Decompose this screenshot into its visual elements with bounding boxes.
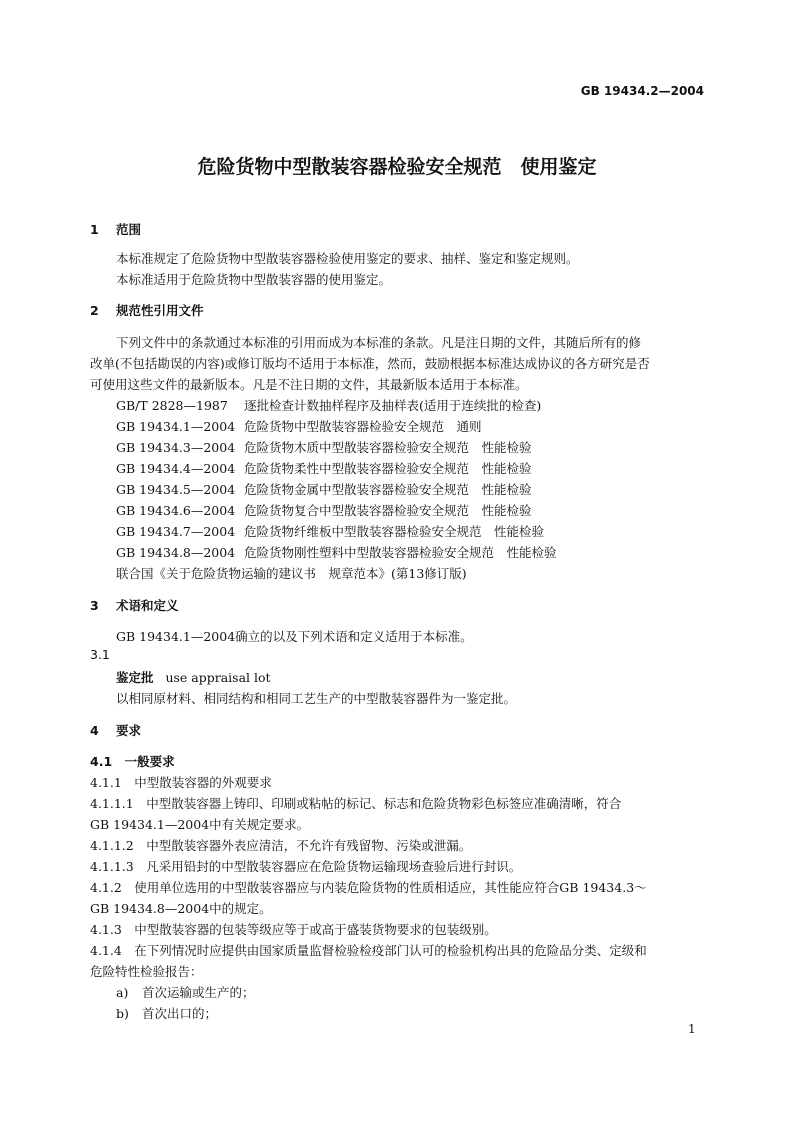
page-number: 1 xyxy=(688,1022,696,1036)
clause-4-1-4-line: 4.1.4 在下列情况时应提供由国家质量监督检验检疫部门认可的检验机构出具的危险品分类、定级和 xyxy=(90,943,647,958)
reference-item xyxy=(116,438,532,456)
section-number: 2 xyxy=(90,303,99,318)
section-title: 范围 xyxy=(116,222,142,237)
clause-4-1-1-1-line: 4.1.1.1 中型散装容器上铸印、印刷或粘帖的标记、标志和危险货物彩色标签应准确清晰，符合 xyxy=(90,796,622,811)
clause-4-1-4-line: 危险特性检验报告： xyxy=(90,964,203,979)
list-item xyxy=(116,983,255,1001)
section-2-heading xyxy=(90,301,204,319)
clause-4-1-1-1-line: GB 19434.1—2004中有关规定要求。 xyxy=(90,817,310,832)
reference-code: GB 19434.3—2004 xyxy=(116,440,236,455)
term-english: use appraisal lot xyxy=(165,670,271,685)
section-number: 4 xyxy=(90,723,99,738)
reference-name: 危险货物纤维板中型散装容器检验安全规范 性能检验 xyxy=(244,524,545,539)
term-chinese: 鉴定批 xyxy=(116,670,154,685)
reference-item xyxy=(116,480,532,498)
paragraph: 本标准规定了危险货物中型散装容器检验使用鉴定的要求、抽样、鉴定和鉴定规则。 xyxy=(116,251,579,266)
reference-name: 危险货物金属中型散装容器检验安全规范 性能检验 xyxy=(244,482,532,497)
section-3-heading xyxy=(90,596,179,614)
section-title: 规范性引用文件 xyxy=(116,303,204,318)
clause-4-1-1: 4.1.1 中型散装容器的外观要求 xyxy=(90,775,272,790)
list-item xyxy=(116,1004,217,1022)
list-item-label: b) xyxy=(116,1006,129,1021)
section-number: 1 xyxy=(90,222,99,237)
paragraph: GB 19434.1—2004确立的以及下列术语和定义适用于本标准。 xyxy=(116,629,473,644)
reference-code: GB 19434.4—2004 xyxy=(116,461,236,476)
term-line xyxy=(116,668,271,686)
reference-item xyxy=(116,522,544,540)
term-definition: 以相同原材料、相同结构和相同工艺生产的中型散装容器件为一鉴定批。 xyxy=(116,691,517,706)
section-number: 3 xyxy=(90,598,99,613)
section-4-heading xyxy=(90,721,141,739)
reference-code: GB 19434.5—2004 xyxy=(116,482,236,497)
reference-item xyxy=(116,417,482,435)
reference-code: GB 19434.8—2004 xyxy=(116,545,236,560)
reference-item xyxy=(116,459,532,477)
section-title: 要求 xyxy=(116,723,142,738)
un-reference: 联合国《关于危险货物运输的建议书 规章范本》(第13修订版) xyxy=(116,566,467,581)
reference-code: GB/T 2828—1987 xyxy=(116,398,228,413)
reference-name: 危险货物复合中型散装容器检验安全规范 性能检验 xyxy=(244,503,532,518)
clause-4-1-2-line: GB 19434.8—2004中的规定。 xyxy=(90,901,272,916)
clause-4-1-1-2: 4.1.1.2 中型散装容器外表应清洁，不允许有残留物、污染或泄漏。 xyxy=(90,838,472,853)
clause-4-1-3: 4.1.3 中型散装容器的包装等级应等于或高于盛装货物要求的包装级别。 xyxy=(90,922,497,937)
clause-4-1-heading: 4.1 一般要求 xyxy=(90,754,175,769)
paragraph-line: 改单(不包括勘误的内容)或修订版均不适用于本标准，然而，鼓励根据本标准达成协议的各方研究是否 xyxy=(90,356,650,371)
list-item-text: 首次出口的； xyxy=(142,1006,218,1021)
document-title: 危险货物中型散装容器检验安全规范 使用鉴定 xyxy=(197,156,597,178)
list-item-label: a) xyxy=(116,985,129,1000)
reference-code: GB 19434.6—2004 xyxy=(116,503,236,518)
reference-name: 逐批检查计数抽样程序及抽样表(适用于连续批的检查) xyxy=(244,398,542,413)
section-1-heading xyxy=(90,220,141,238)
reference-code: GB 19434.7—2004 xyxy=(116,524,236,539)
reference-name: 危险货物柔性中型散装容器检验安全规范 性能检验 xyxy=(244,461,532,476)
paragraph-line: 可使用这些文件的最新版本。凡是不注日期的文件，其最新版本适用于本标准。 xyxy=(90,377,528,392)
paragraph: 本标准适用于危险货物中型散装容器的使用鉴定。 xyxy=(116,272,392,287)
reference-name: 危险货物刚性塑料中型散装容器检验安全规范 性能检验 xyxy=(244,545,557,560)
reference-name: 危险货物木质中型散装容器检验安全规范 性能检验 xyxy=(244,440,532,455)
reference-name: 危险货物中型散装容器检验安全规范 通则 xyxy=(244,419,482,434)
standard-number: GB 19434.2—2004 xyxy=(580,84,704,98)
clause-4-1-2-line: 4.1.2 使用单位选用的中型散装容器应与内装危险货物的性质相适应，其性能应符合GB 19434.3～ xyxy=(90,880,647,895)
list-item-text: 首次运输或生产的； xyxy=(142,985,255,1000)
reference-item xyxy=(116,396,541,414)
reference-item xyxy=(116,543,557,561)
subsection-number: 3.1 xyxy=(90,647,110,662)
paragraph-line: 下列文件中的条款通过本标准的引用而成为本标准的条款。凡是注日期的文件，其随后所有的修 xyxy=(116,335,642,350)
section-title: 术语和定义 xyxy=(116,598,179,613)
clause-4-1-1-3: 4.1.1.3 凡采用铅封的中型散装容器应在危险货物运输现场查验后进行封识。 xyxy=(90,859,522,874)
reference-code: GB 19434.1—2004 xyxy=(116,419,236,434)
reference-item xyxy=(116,501,532,519)
